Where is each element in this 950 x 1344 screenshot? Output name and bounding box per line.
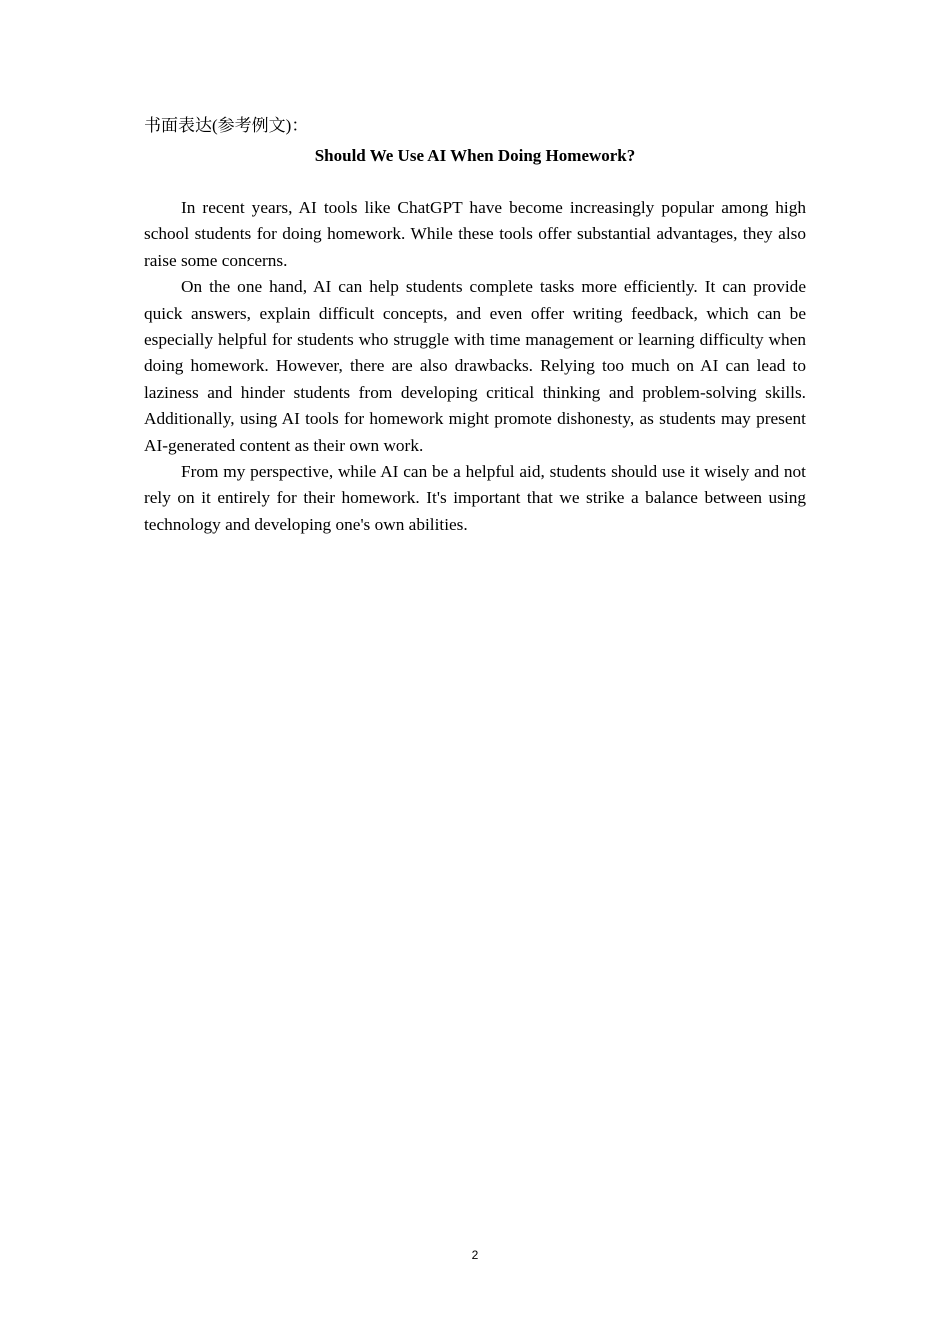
essay-title: Should We Use AI When Doing Homework? [314, 146, 636, 165]
paragraph-intro: In recent years, AI tools like ChatGPT have become increasingly popular among high school students for doing homework. While these tools offer substantial advantages, they also raise some concerns. [144, 198, 806, 270]
essay-content [144, 113, 806, 538]
blank-line [144, 169, 806, 195]
paragraph-body: On the one hand, AI can help students complete tasks more efficiently. It can provide quick answers, explain difficult concepts, and even offer writing feedback, which can be especially helpful for students who struggle with time management or learning difficulty when doing homework. However, there are also drawbacks. Relying too much on AI can lead to laziness and hinder students from developing critical thinking and problem-solving skills. Additionally, using AI tools for homework might promote dishonesty, as students may present AI-generated content as their own work. [144, 277, 806, 455]
section-label: 书面表达(参考例文)： [144, 116, 309, 135]
paragraph-conclusion: From my perspective, while AI can be a helpful aid, students should use it wisely and not rely on it entirely for their homework. It's important that we strike a balance between using technology and developing one's own abilities. [144, 462, 806, 534]
page-number: 2 [471, 1248, 479, 1262]
